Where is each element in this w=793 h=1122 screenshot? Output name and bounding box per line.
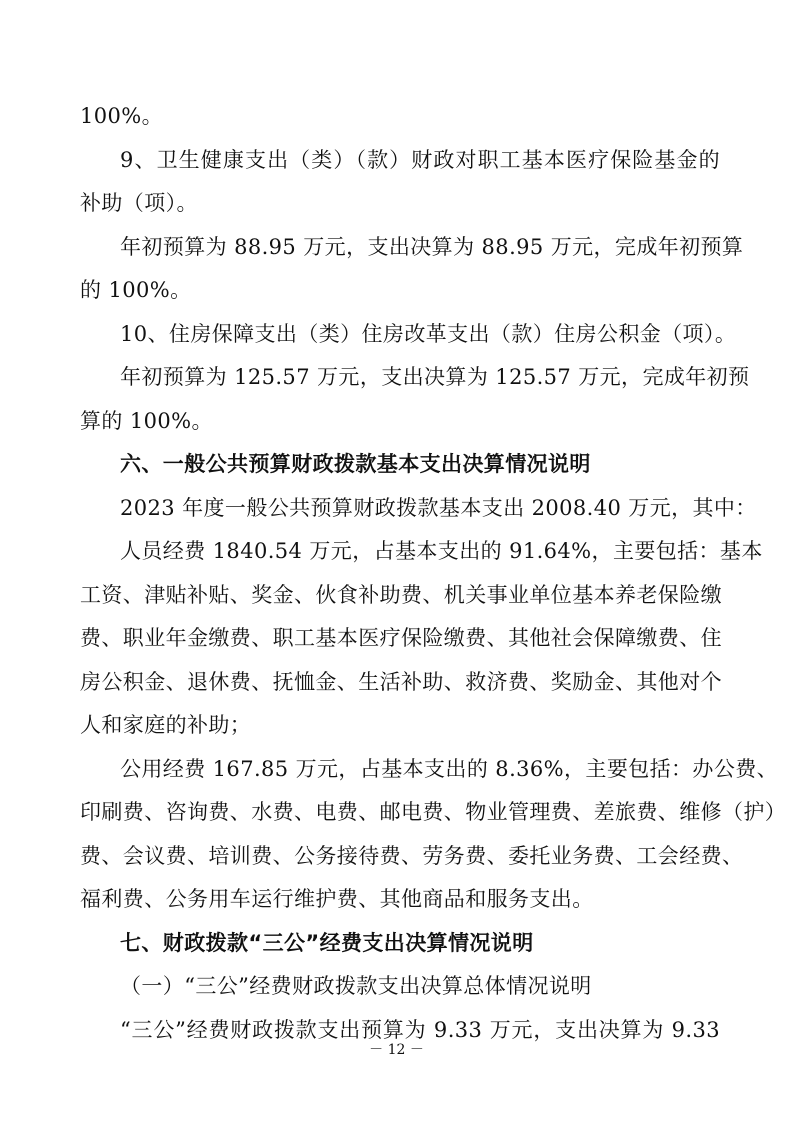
text-line: 费、职业年金缴费、职工基本医疗保险缴费、其他社会保障缴费、住 bbox=[80, 626, 722, 650]
text-line: 算的 100%。 bbox=[80, 408, 213, 433]
page-number: － 12 － bbox=[369, 1042, 424, 1058]
text-line: 工资、津贴补贴、奖金、伙食补助费、机关事业单位基本养老保险缴 bbox=[80, 582, 722, 607]
text-line: 人和家庭的补助； bbox=[80, 713, 252, 737]
text-line: 年初预算为 125.57 万元，支出决算为 125.57 万元，完成年初预 bbox=[120, 365, 750, 389]
text-line: 房公积金、退休费、抚恤金、生活补助、救济费、奖励金、其他对个 bbox=[80, 669, 722, 694]
text-line: 10、住房保障支出（类）住房改革支出（款）住房公积金（项）。 bbox=[120, 321, 737, 346]
text-line: 的 100%。 bbox=[80, 278, 192, 302]
text-line: 100%。 bbox=[80, 104, 164, 128]
text-line: 福利费、公务用车运行维护费、其他商品和服务支出。 bbox=[80, 887, 594, 911]
section-heading: 六、一般公共预算财政拨款基本支出决算情况说明 bbox=[120, 452, 591, 476]
text-line: 2023 年度一般公共预算财政拨款基本支出 2008.40 万元，其中： bbox=[120, 495, 757, 520]
sub-heading: （一）“三公”经费财政拨款支出决算总体情况说明 bbox=[120, 974, 592, 998]
text-line: 补助（项）。 bbox=[80, 191, 198, 215]
text-line: 9、卫生健康支出（类）（款）财政对职工基本医疗保险基金的 bbox=[120, 147, 720, 172]
text-line: 年初预算为 88.95 万元，支出决算为 88.95 万元，完成年初预算 bbox=[120, 234, 744, 259]
section-heading: 七、财政拨款“三公”经费支出决算情况说明 bbox=[120, 930, 534, 955]
text-line: 费、会议费、培训费、公务接待费、劳务费、委托业务费、工会经费、 bbox=[80, 843, 744, 868]
text-line: “三公”经费财政拨款支出预算为 9.33 万元，支出决算为 9.33 bbox=[120, 1017, 720, 1042]
text-line: 印刷费、咨询费、水费、电费、邮电费、物业管理费、差旅费、维修（护） bbox=[80, 800, 787, 824]
text-line: 人员经费 1840.54 万元，占基本支出的 91.64%，主要包括：基本 bbox=[120, 539, 763, 563]
text-line: 公用经费 167.85 万元，占基本支出的 8.36%，主要包括：办公费、 bbox=[120, 756, 779, 781]
